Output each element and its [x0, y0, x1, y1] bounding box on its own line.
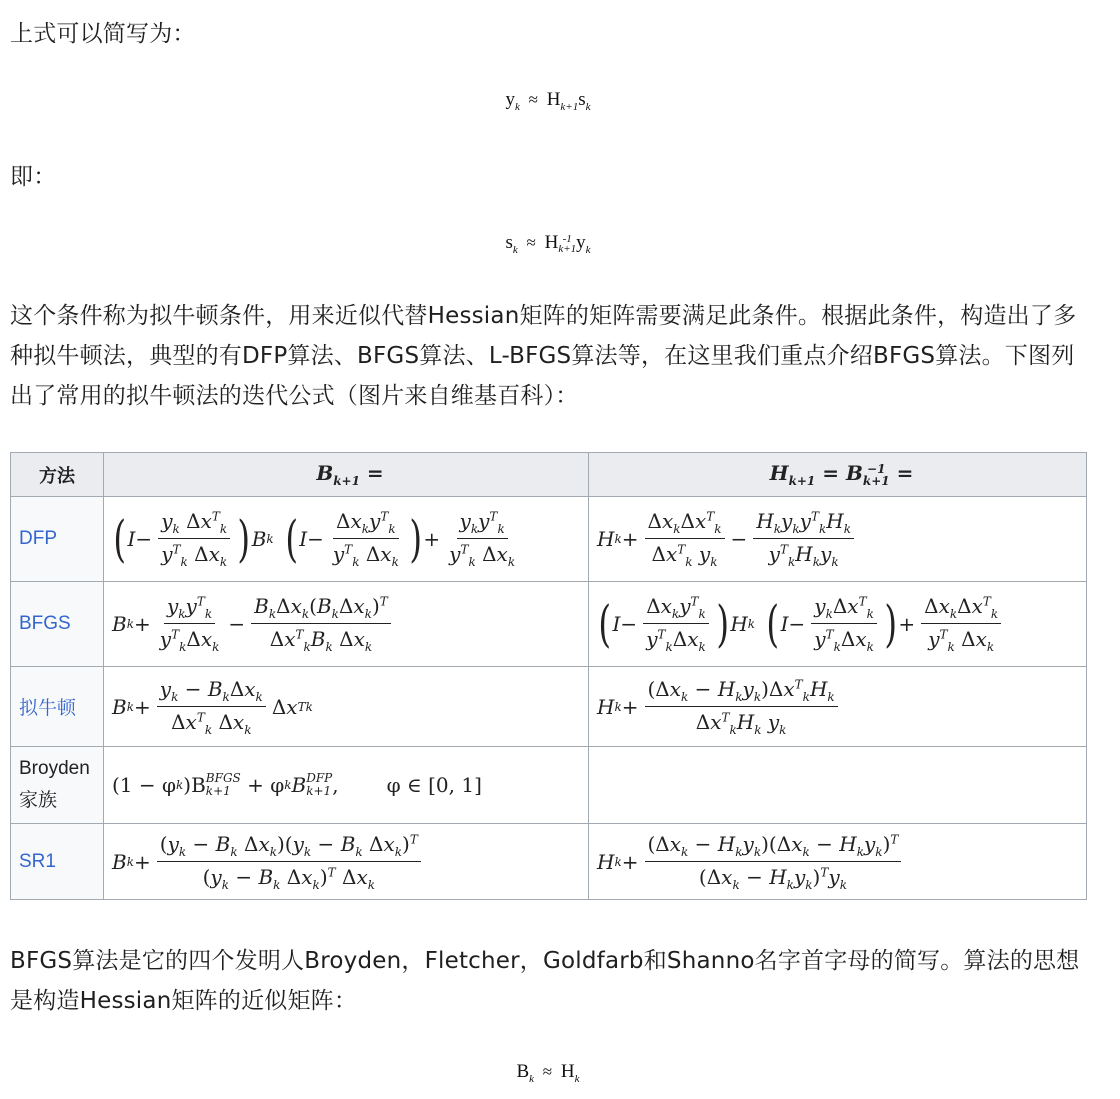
- formula-dfp-h: H k + $\frac{\Delta x_k\Delta x^T_k}{\Delta x^T_k y_k}$ − $\frac{H_ky_ky^T_kH_k}{y^T_kH_ky_k}$: [589, 497, 1087, 582]
- intro-paragraph: 上式可以简写为：: [10, 21, 196, 47]
- table-row: [11, 667, 1087, 747]
- table-header-row: [11, 453, 1087, 497]
- header-method: 方法: [11, 453, 104, 497]
- equation-b-approx-h: $B_k \approx H_k$: [516, 1061, 580, 1085]
- equation-secant-inverse: $s_k \approx H$ -1 k+1 $y_k$: [505, 232, 591, 256]
- formula-broyden-h: H k + $\frac{(\Delta x_k - H_ky_k)\Delta x^T_kH_k}{\Delta x^T_kH_k y_k}$: [589, 667, 1087, 747]
- header-b-update: $B_{k+1}$ =: [104, 453, 589, 497]
- table-row: [11, 747, 1087, 824]
- formula-broyden-b: B k + $\frac{y_k - B_k\Delta x_k}{\Delta x^T_k \Delta x_k}$ Δ x T k: [104, 667, 589, 747]
- table-row: [11, 497, 1087, 582]
- method-label-broyden-family: Broyden 家族: [11, 747, 104, 824]
- method-link-dfp[interactable]: DFP: [11, 497, 104, 582]
- method-link-quasi-newton[interactable]: 拟牛顿: [11, 667, 104, 747]
- formula-bfgs-b: B k + $\frac{y_ky^T_k}{y^T_k\Delta x_k}$ − $\frac{B_k\Delta x_k(B_k\Delta x_k)^T}{\Delta x^T_kB_k \Delta x_k}$: [104, 582, 589, 667]
- description-paragraph: 这个条件称为拟牛顿条件，用来近似代替Hessian矩阵的矩阵需要满足此条件。根据此条件，构造出了多种拟牛顿法，典型的有DFP算法、BFGS算法、L-BFGS算法等，在这里我们重点介绍BFGS算法。下图列出了常用的拟牛顿法的迭代公式（图片来自维基百科）：: [10, 303, 1077, 409]
- table-row: [11, 582, 1087, 667]
- formula-broyden-family-b: (1 − φ k )B BFGS k+1 + φ k B DFP k+1 , φ ∈ [0, 1]: [104, 747, 589, 824]
- method-link-bfgs[interactable]: BFGS: [11, 582, 104, 667]
- equation-secant-short: $y_k \approx H_{k+1}s_k$: [505, 89, 591, 113]
- formula-sr1-h: H k + $\frac{(\Delta x_k - H_ky_k)(\Delta x_k - H_ky_k)^T}{(\Delta x_k - H_ky_k)^Ty_k}$: [589, 824, 1087, 900]
- formula-dfp-b: ( I − $\frac{y_k \Delta x^T_k}{y^T_k \Delta x_k}$ ) B k ( I − $\frac{\Delta x_ky^T_k}{y^T_k \Delta x_k}$ ) + $\frac{y_ky^T_k}{y^T_k \Delta x_k}$: [104, 497, 589, 582]
- quasi-newton-formula-table: [10, 452, 1087, 900]
- header-h-update: $H_{k+1} = B$ −1 k+1 =: [589, 453, 1087, 497]
- ji-paragraph: 即：: [10, 164, 57, 190]
- method-link-sr1[interactable]: SR1: [11, 824, 104, 900]
- table-row: [11, 824, 1087, 900]
- bfgs-paragraph: BFGS算法是它的四个发明人Broyden，Fletcher，Goldfarb和Shanno名字首字母的简写。算法的思想是构造Hessian矩阵的近似矩阵：: [10, 948, 1080, 1014]
- formula-bfgs-h: ( I − $\frac{\Delta x_ky^T_k}{y^T_k\Delta x_k}$ ) H k ( I − $\frac{y_k\Delta x^T_k}{y^T_k\Delta x_k}$ ) + $\frac{\Delta x_k\Delta x^T_k}{y^T_k \Delta x_k}$: [589, 582, 1087, 667]
- formula-sr1-b: B k + $\frac{(y_k - B_k \Delta x_k)(y_k - B_k \Delta x_k)^T}{(y_k - B_k \Delta x_k)^T \Delta x_k}$: [104, 824, 589, 900]
- formula-broyden-family-h-empty: [589, 747, 1087, 824]
